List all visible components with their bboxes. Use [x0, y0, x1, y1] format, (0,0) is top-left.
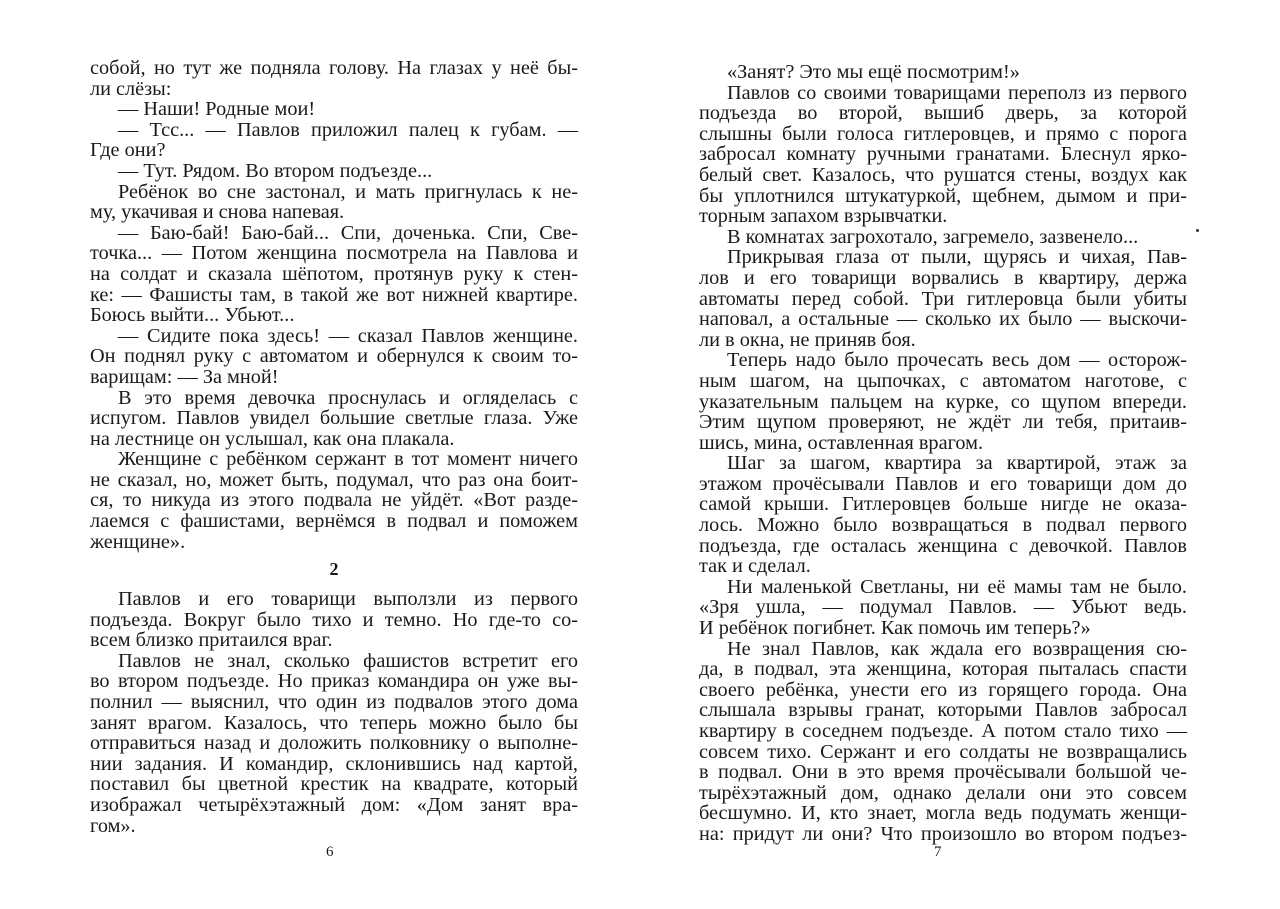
right-page-line: подъезда, где осталась женщина с девочкой. Павлов [699, 534, 1187, 557]
right-page-line: торным запахом взрывчатки. [699, 205, 948, 228]
left-page-top-text [90, 58, 578, 552]
right-page-line: подъезда во второй, вышиб дверь, за которой [699, 102, 1187, 125]
right-page-line: указательным пальцем на курке, со щупом впереди. [699, 390, 1187, 413]
right-page-line: наповал, а остальные — сколько их было — выскочи- [699, 308, 1187, 331]
left-page-bottom-line: гом». [90, 814, 136, 837]
left-page-top-line: Он поднял руку с автоматом и обернулся к своим то- [90, 345, 578, 368]
right-page-line: «Занят? Это мы ещё посмотрим!» [727, 61, 1020, 83]
right-page-line: И ребёнок погибнет. Как помочь им теперь?» [699, 617, 1091, 640]
left-page-top-line: Где они? [90, 139, 166, 162]
left-page-bottom-line: Павлов и его товарищи выползли из первого [118, 588, 578, 610]
right-page-line: шись, мина, оставленная врагом. [699, 431, 984, 454]
right-page-line: Прикрывая глаза от пыли, щурясь и чихая, Пав- [727, 246, 1187, 269]
left-page-top-line: не сказал, но, может быть, подумал, что раз она боит- [90, 468, 578, 491]
left-page-top-line: Боюсь выйти... Убьют... [90, 304, 295, 327]
left-page-bottom-line: подъезда. Вокруг было тихо и темно. Но где-то со- [90, 608, 578, 631]
right-page-line: белый свет. Казалось, что рушатся стены, воздух как [699, 163, 1187, 186]
right-page-line: автоматы перед собой. Три гитлеровца были убиты [699, 287, 1187, 310]
right-page-line: тырёхэтажный дом, однако делали они это совсем [699, 781, 1187, 804]
page-number-right: 7 [934, 844, 942, 860]
right-page-line: бы уплотнился штукатуркой, щебнем, дымом и при- [699, 184, 1187, 207]
right-page-line: слышны были голоса гитлеровцев, и прямо с порога [699, 122, 1187, 145]
left-page-top-line: ся, то никуда из этого подвала не уйдёт. «Вот разде- [90, 489, 578, 512]
left-page-bottom-line: Павлов не знал, сколько фашистов встретит его [118, 649, 578, 672]
left-page-bottom-line: нии задания. И командир, склонившись над картой, [90, 752, 578, 775]
left-page-bottom-line: отправиться назад и доложить полковнику о выполне- [90, 732, 578, 755]
right-page-line: лов и его товарищи ворвались в квартиру, держа [699, 266, 1187, 289]
right-page-line: квартиру в соседнем подъезде. А потом стало тихо — [699, 720, 1187, 742]
left-page-top-line: точка... — Потом женщина посмотрела на Павлова и [90, 242, 578, 265]
left-page-bottom-text [90, 589, 578, 836]
left-page-top-line: му, укачивая и снова напевая. [90, 201, 345, 224]
right-page-line: Этим щупом проверяют, не ждёт ли тебя, притаив- [699, 411, 1187, 434]
print-speck [1196, 229, 1199, 232]
left-page-top-line: — Баю-бай! Баю-бай... Спи, доченька. Спи, Све- [118, 221, 578, 244]
left-page-top-line: варищам: — За мной! [90, 365, 279, 388]
left-page-top-line: на лестнице он услышал, как она плакала. [90, 427, 455, 450]
left-page-top-line: женщине». [90, 530, 186, 553]
right-page-line: «Зря ушла, — подумал Павлов. — Убьют ведь. [699, 596, 1187, 619]
left-page-top-line: лаемся с фашистами, вернёмся в подвал и поможем [90, 510, 578, 533]
right-page-line: самой крыши. Гитлеровцев больше нигде не оказа- [699, 493, 1187, 516]
right-page-line: В комнатах загрохотало, загремело, зазвенело... [727, 225, 1139, 248]
left-page-top-line: — Наши! Родные мои! [118, 98, 316, 121]
left-page-top-line: — Тут. Рядом. Во втором подъезде... [118, 159, 433, 182]
right-page-line: ным шагом, на цыпочках, с автоматом наготове, с [699, 369, 1187, 392]
left-page [90, 0, 578, 909]
left-page-top-line: В это время девочка проснулась и огляделась с [118, 386, 578, 409]
right-page-line: забросал комнату ручными гранатами. Блеснул ярко- [699, 143, 1187, 166]
right-page-line: Теперь надо было прочесать весь дом — осторож- [727, 349, 1187, 372]
right-page-line: Не знал Павлов, как ждала его возвращения сю- [727, 637, 1187, 660]
right-page [699, 0, 1187, 909]
left-page-top-line: собой, но тут же подняла голову. На глазах у неё бы- [90, 57, 578, 79]
right-page-line: бесшумно. И, кто знает, могла ведь подумать женщи- [699, 802, 1187, 825]
left-page-top-line: Ребёнок во сне застонал, и мать пригнулась к не- [118, 180, 578, 203]
right-page-line: лось. Можно было возвращаться в подвал первого [699, 514, 1187, 537]
left-page-top-line: ли слёзы: [90, 77, 172, 100]
section-number: 2 [329, 559, 339, 579]
left-page-top-line: — Тсс... — Павлов приложил палец к губам. — [118, 118, 578, 141]
left-page-bottom-line: всем близко притаился враг. [90, 629, 333, 652]
left-page-top-line: ке: — Фашисты там, в такой же вот нижней квартире. [90, 283, 578, 306]
right-page-line: слышала взрывы гранат, которыми Павлов забросал [699, 699, 1187, 722]
left-page-bottom-line: во втором подъезде. Но приказ командира он уже вы- [90, 670, 578, 693]
right-page-line: так и сделал. [699, 555, 811, 578]
right-page-line: совсем тихо. Сержант и его солдаты не возвращались [699, 740, 1187, 763]
left-page-top-line: на солдат и сказала шёпотом, протянув руку к стен- [90, 262, 578, 285]
right-page-line: Шаг за шагом, квартира за квартирой, этаж за [727, 452, 1187, 475]
page-number-left: 6 [326, 844, 334, 860]
right-page-line: ли в окна, не приняв боя. [699, 328, 916, 351]
left-page-bottom-line: занят врагом. Казалось, что теперь можно было бы [90, 711, 578, 734]
right-page-line: своего ребёнка, унести его из горящего города. Она [699, 678, 1187, 701]
left-page-top-line: испугом. Павлов увидел большие светлые глаза. Уже [90, 407, 578, 430]
right-page-line: в подвал. Они в это время прочёсывали большой че- [699, 761, 1187, 784]
right-page-line: Ни маленькой Светланы, ни её мамы там не было. [727, 575, 1187, 598]
left-page-bottom-line: поставил бы цветной крестик на квадрате, который [90, 773, 578, 796]
right-page-text [699, 62, 1187, 845]
left-page-top-line: — Сидите пока здесь! — сказал Павлов женщине. [118, 324, 578, 347]
right-page-line: этажом прочёсывали Павлов и его товарищи дом до [699, 472, 1187, 495]
left-page-bottom-line: полнил — выяснил, что один из подвалов этого дома [90, 690, 578, 713]
left-page-top-line: Женщине с ребёнком сержант в тот момент ничего [118, 448, 578, 471]
left-page-bottom-line: изображал четырёхэтажный дом: «Дом занят вра- [90, 793, 578, 816]
right-page-line: да, в подвал, эта женщина, которая пыталась спасти [699, 658, 1187, 681]
right-page-line: на: придут ли они? Что произошло во втором подъез- [699, 822, 1187, 845]
right-page-line: Павлов со своими товарищами переполз из первого [727, 81, 1187, 104]
